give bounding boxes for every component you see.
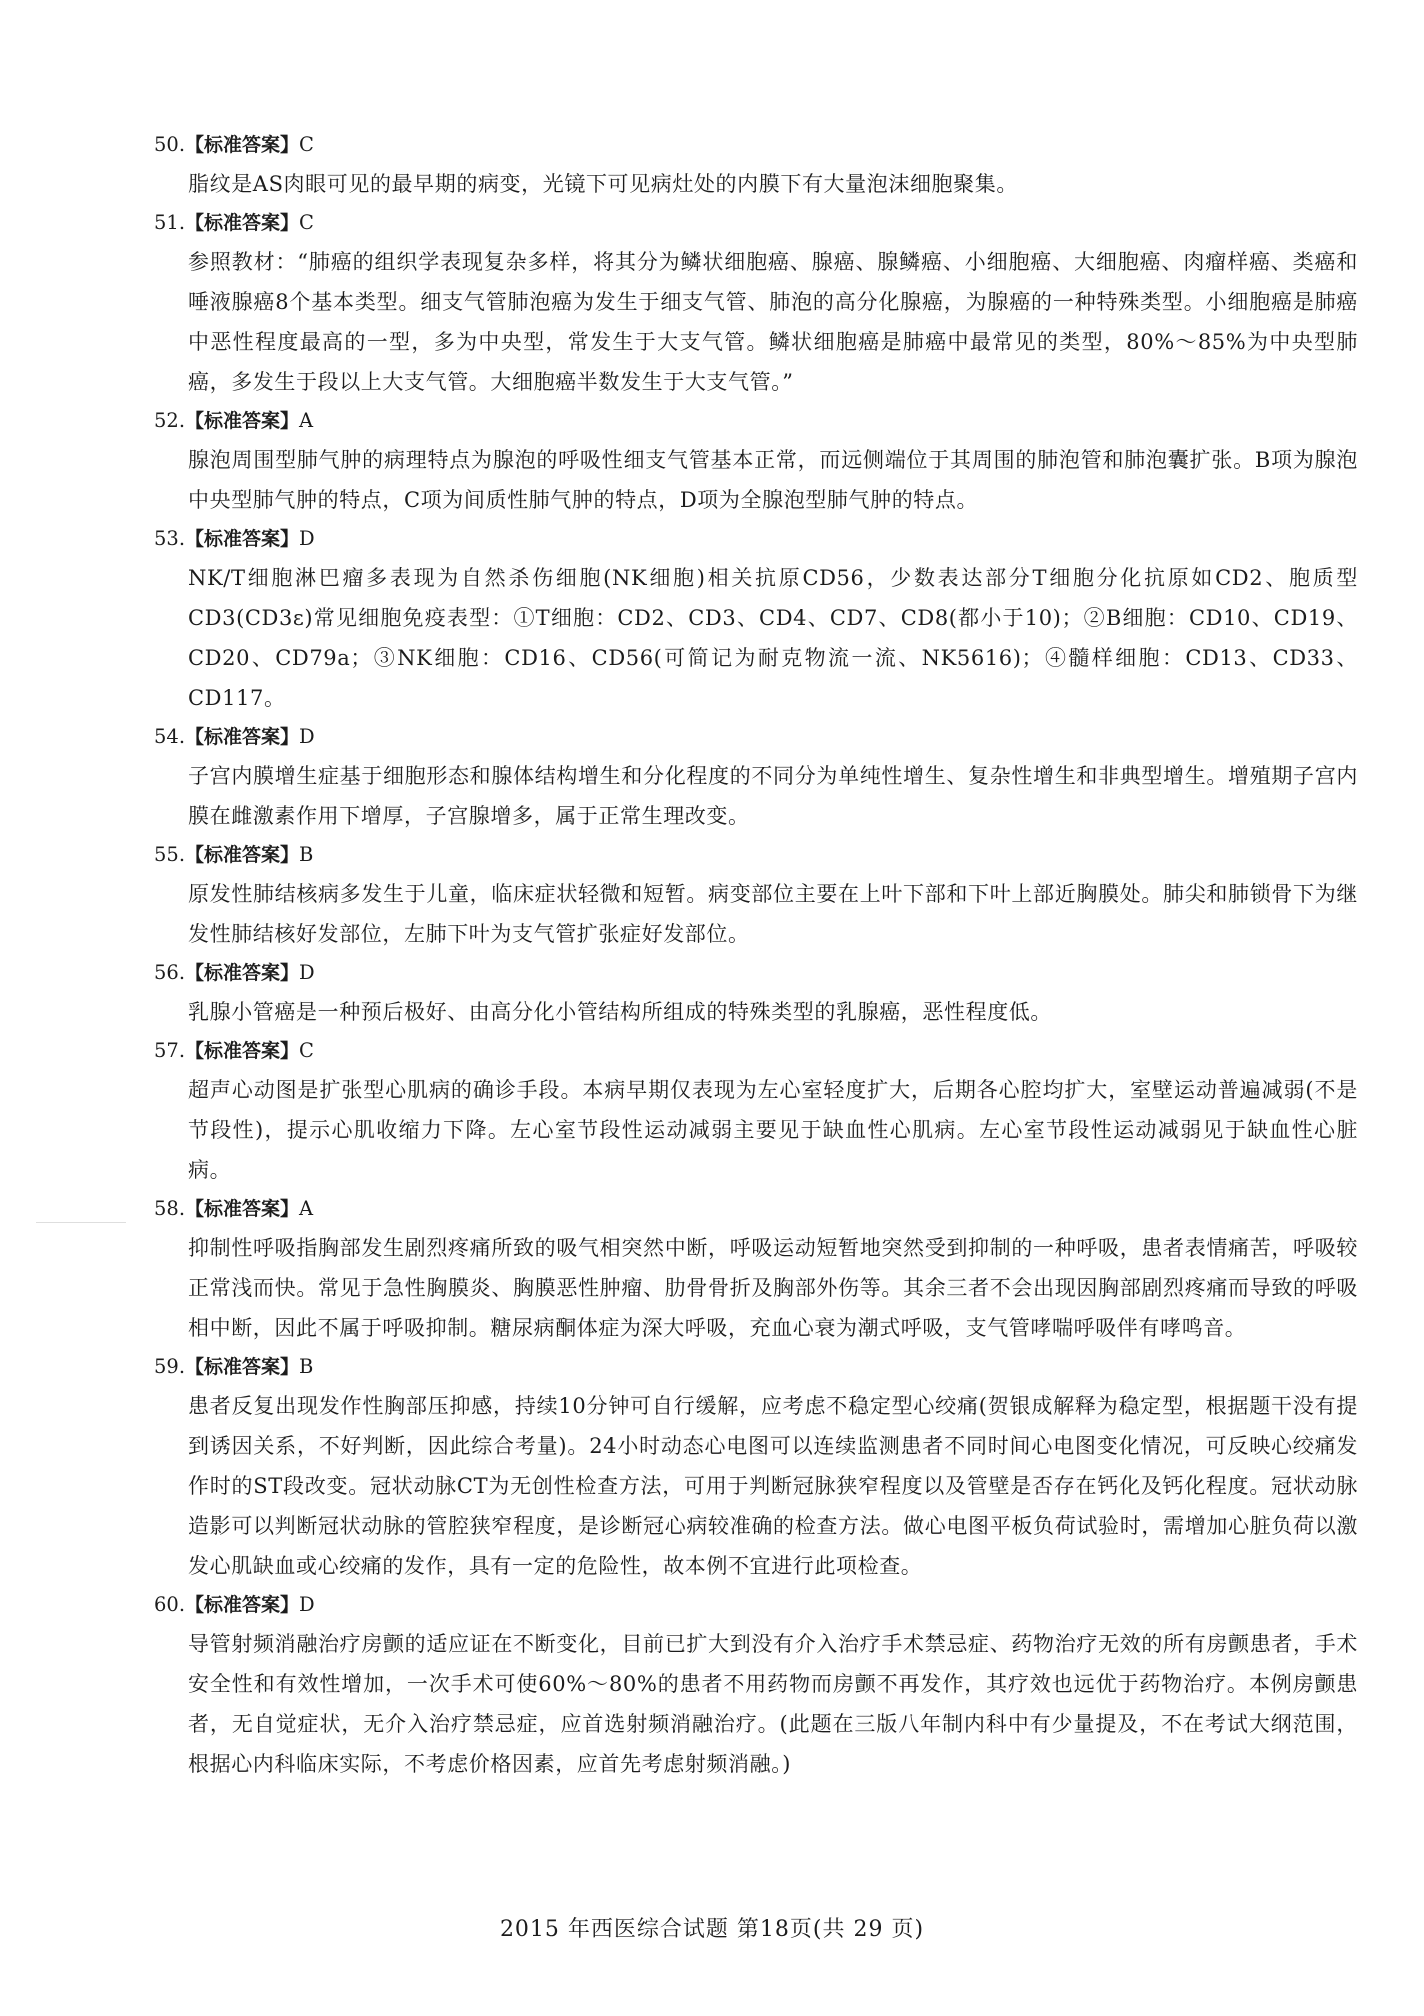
answer-item-59: [152, 1348, 1357, 1586]
question-number: 52.: [154, 409, 186, 432]
answer-item-50: [152, 126, 1357, 204]
answer-choice: A: [299, 409, 314, 432]
answer-header: [154, 1190, 1357, 1228]
answer-item-54: [152, 718, 1357, 836]
answer-choice: B: [299, 1355, 314, 1378]
question-number: 59.: [154, 1355, 186, 1378]
answer-explanation: 子宫内膜增生症基于细胞形态和腺体结构增生和分化程度的不同分为单纯性增生、复杂性增生和非典型增生。增殖期子宫内膜在雌激素作用下增厚，子宫腺增多，属于正常生理改变。: [188, 764, 1358, 828]
answer-label: 【标准答案】: [185, 528, 300, 550]
answer-label: 【标准答案】: [185, 844, 300, 866]
answer-label: 【标准答案】: [185, 212, 300, 234]
answer-choice: C: [299, 211, 314, 234]
question-number: 57.: [154, 1039, 186, 1062]
answer-explanation: 抑制性呼吸指胸部发生剧烈疼痛所致的吸气相突然中断，呼吸运动短暂地突然受到抑制的一种呼吸，患者表情痛苦，呼吸较正常浅而快。常见于急性胸膜炎、胸膜恶性肿瘤、肋骨骨折及胸部外伤等。其余三者不会出现因胸部剧烈疼痛而导致的呼吸相中断，因此不属于呼吸抑制。糖尿病酮体症为深大呼吸，充血心衰为潮式呼吸，支气管哮喘呼吸伴有哮鸣音。: [188, 1236, 1358, 1340]
answer-header: [154, 836, 1357, 874]
answer-choice: D: [299, 961, 315, 984]
answer-explanation: 原发性肺结核病多发生于儿童，临床症状轻微和短暂。病变部位主要在上叶下部和下叶上部近胸膜处。肺尖和肺锁骨下为继发性肺结核好发部位，左肺下叶为支气管扩张症好发部位。: [188, 882, 1358, 946]
answer-label: 【标准答案】: [185, 1040, 300, 1062]
answer-choice: A: [299, 1197, 314, 1220]
page-footer: 2015 年西医综合试题 第18页(共 29 页): [499, 1917, 925, 1942]
answer-item-51: [152, 204, 1357, 402]
question-number: 60.: [154, 1593, 186, 1616]
answer-choice: C: [299, 1039, 314, 1062]
answer-header: [154, 954, 1357, 992]
answer-label: 【标准答案】: [185, 1356, 300, 1378]
question-number: 58.: [154, 1197, 186, 1220]
answer-explanation: 导管射频消融治疗房颤的适应证在不断变化，目前已扩大到没有介入治疗手术禁忌症、药物治疗无效的所有房颤患者，手术安全性和有效性增加，一次手术可使60%～80%的患者不用药物而房颤不再发作，其疗效也远优于药物治疗。本例房颤患者，无自觉症状，无介入治疗禁忌症，应首选射频消融治疗。(此题在三版八年制内科中有少量提及，不在考试大纲范围，根据心内科临床实际，不考虑价格因素，应首先考虑射频消融。): [188, 1632, 1358, 1776]
answer-header: [154, 126, 1357, 164]
answer-item-55: [152, 836, 1357, 954]
answer-label: 【标准答案】: [185, 1198, 300, 1220]
question-number: 56.: [154, 961, 186, 984]
answer-label: 【标准答案】: [185, 1594, 300, 1616]
answer-header: [154, 204, 1357, 242]
answer-label: 【标准答案】: [185, 962, 300, 984]
answer-header: [154, 1586, 1357, 1624]
question-number: 50.: [154, 133, 186, 156]
answer-header: [154, 520, 1357, 558]
question-number: 54.: [154, 725, 186, 748]
question-number: 53.: [154, 527, 186, 550]
answer-item-60: [152, 1586, 1357, 1784]
answer-choice: D: [299, 527, 315, 550]
answer-explanation: 腺泡周围型肺气肿的病理特点为腺泡的呼吸性细支气管基本正常，而远侧端位于其周围的肺泡管和肺泡囊扩张。B项为腺泡中央型肺气肿的特点，C项为间质性肺气肿的特点，D项为全腺泡型肺气肿的特点。: [188, 448, 1358, 512]
answer-item-57: [152, 1032, 1357, 1190]
answer-choice: C: [299, 133, 314, 156]
answer-header: [154, 1032, 1357, 1070]
answer-item-56: [152, 954, 1357, 1032]
answer-explanation: 乳腺小管癌是一种预后极好、由高分化小管结构所组成的特殊类型的乳腺癌，恶性程度低。: [188, 1000, 1052, 1024]
answer-item-53: [152, 520, 1357, 718]
answer-explanation: NK/T细胞淋巴瘤多表现为自然杀伤细胞(NK细胞)相关抗原CD56，少数表达部分T细胞分化抗原如CD2、胞质型CD3(CD3ε)常见细胞免疫表型：①T细胞：CD2、CD3、CD4、CD7、CD8(都小于10)；②B细胞：CD10、CD19、CD20、CD79a；③NK细胞：CD16、CD56(可简记为耐克物流一流、NK5616)；④髓样细胞：CD13、CD33、CD117。: [188, 566, 1358, 710]
answer-choice: D: [299, 725, 315, 748]
answer-list: [152, 126, 1357, 1784]
answer-header: [154, 1348, 1357, 1386]
answer-choice: B: [299, 843, 314, 866]
answer-label: 【标准答案】: [185, 410, 300, 432]
answer-explanation: 参照教材：“肺癌的组织学表现复杂多样，将其分为鳞状细胞癌、腺癌、腺鳞癌、小细胞癌、大细胞癌、肉瘤样癌、类癌和唾液腺癌8个基本类型。细支气管肺泡癌为发生于细支气管、肺泡的高分化腺癌，为腺癌的一种特殊类型。小细胞癌是肺癌中恶性程度最高的一型，多为中央型，常发生于大支气管。鳞状细胞癌是肺癌中最常见的类型，80%～85%为中央型肺癌，多发生于段以上大支气管。大细胞癌半数发生于大支气管。”: [188, 250, 1358, 394]
question-number: 51.: [154, 211, 186, 234]
answer-header: [154, 718, 1357, 756]
answer-label: 【标准答案】: [185, 726, 300, 748]
answer-item-58: [152, 1190, 1357, 1348]
answer-header: [154, 402, 1357, 440]
answer-explanation: 超声心动图是扩张型心肌病的确诊手段。本病早期仅表现为左心室轻度扩大，后期各心腔均扩大，室壁运动普遍减弱(不是节段性)，提示心肌收缩力下降。左心室节段性运动减弱主要见于缺血性心肌病。左心室节段性运动减弱见于缺血性心脏病。: [188, 1078, 1358, 1182]
question-number: 55.: [154, 843, 186, 866]
answer-item-52: [152, 402, 1357, 520]
answer-explanation: 患者反复出现发作性胸部压抑感，持续10分钟可自行缓解，应考虑不稳定型心绞痛(贺银成解释为稳定型，根据题干没有提到诱因关系，不好判断，因此综合考量)。24小时动态心电图可以连续监测患者不同时间心电图变化情况，可反映心绞痛发作时的ST段改变。冠状动脉CT为无创性检查方法，可用于判断冠脉狭窄程度以及管壁是否存在钙化及钙化程度。冠状动脉造影可以判断冠状动脉的管腔狭窄程度，是诊断冠心病较准确的检查方法。做心电图平板负荷试验时，需增加心脏负荷以激发心肌缺血或心绞痛的发作，具有一定的危险性，故本例不宜进行此项检查。: [188, 1394, 1358, 1578]
answer-explanation: 脂纹是AS肉眼可见的最早期的病变，光镜下可见病灶处的内膜下有大量泡沫细胞聚集。: [188, 172, 1018, 196]
answer-choice: D: [299, 1593, 315, 1616]
answer-label: 【标准答案】: [185, 134, 300, 156]
scan-margin-line: [36, 1222, 126, 1223]
